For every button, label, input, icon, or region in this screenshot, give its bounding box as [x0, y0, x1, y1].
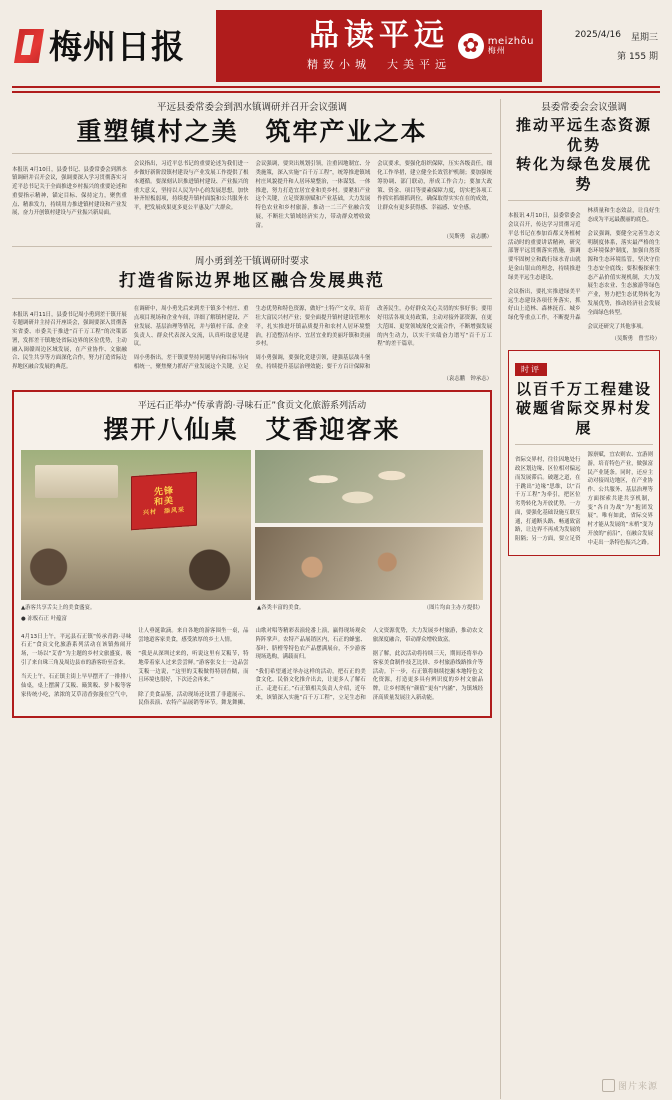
feature-para-5: “我们希望通过举办这样的活动，把石正的美食文化、民俗文化推介出去，让更多人了解石正、走进石正。”石正镇相关负责人介绍，近年来，该镇深入实施“百千万工程”，立足生态和人文资源优势，大力发展乡村旅游，推动农文旅深度融合，带动群众增收致富。 [255, 628, 483, 701]
photo-art [255, 450, 483, 523]
masthead-rule [12, 91, 660, 93]
commentary-para: 省际交界村，往往因地处行政区划边缘、区位相对偏远而发展滞后。破题之道，在于跳出“边缘”思维，以“百千万工程”为牵引，把区位劣势转化为开放优势。一方面，要强化基础设施互联互通，打通断头路、畅通致富路，让边界不再成为发展的阻隔；另一方面，要立足资源禀赋，宜农则农、宜游则游，培育特色产业，做强富民产业链条。同时，还应主动对接周边地区，在产业协作、公共服务、基层治理等方面探索共建共享机制，变“各自为战”为“抱团发展”。唯有如此，省际交界村才能从发展的“末梢”变为开放的“前沿”，在融合发展中走出一条特色振兴之路。 [515, 452, 653, 546]
second-para-2: 在调研中，周小勇先后来到差干镇多个村庄、重点项目现场和企业车间，详细了解镇村建设、产业发展、基层治理等情况，并与镇村干部、企业负责人、群众代表深入交流，认真听取意见建议。 [133, 306, 249, 348]
watermark-text: 图片来源 [617, 1082, 658, 1092]
masthead-logo-area [12, 10, 210, 82]
divider [12, 153, 492, 154]
second-signature: （袁志鹏 钟承志） [443, 375, 492, 382]
feature-body [21, 627, 483, 708]
feature-captions [21, 600, 483, 611]
side-para-4: 会议还研究了其他事项。 [587, 323, 647, 330]
masthead [12, 10, 660, 88]
issue-date: 2025/4/16 [574, 30, 621, 40]
article-side-top [508, 99, 660, 342]
photo-banner [131, 472, 197, 531]
side-para-3: 会议强调，要健全完善生态文明制度体系，落实最严格的生态环境保护制度，加强自然资源和生态环境监管，坚决守住生态安全底线；要积极探索生态产品价值实现机制，大力发展生态农业、生态旅游等绿色产业，努力把生态优势转化为发展优势，推动经济社会发展全面绿色转型。 [587, 230, 660, 316]
feature-para-1: 4月13日上午，平远县石正镇“传承青韵·寻味石正”食贡文化旅游系列活动在该镇热闹开场，一场以“艾香”为主题的乡村文旅盛宴，吸引了来自珠三角及周边县市的游客纷至沓来。 [21, 633, 132, 666]
feature-para-6: 据了解，此次活动将持续三天，期间还将举办客家美食制作技艺比拼、乡村旅游线路推介等活动。下一步，石正镇将继续挖掘本地特色文化资源，打造更多具有辨识度的乡村文旅品牌，让乡村既有“颜值”更有“内涵”，为镇域经济高质量发展注入新动能。 [372, 651, 483, 701]
caption-byline: ● 冻板石正 叶蕴富 [21, 616, 67, 623]
side-para-2: 会议指出，要扎实推进绿美平远生态建设各项任务落实，抓好山上造林、森林抚育、城乡绿化等重点工作，不断提升森林质量和生态效益，让良好生态成为平远最靓丽的底色。 [508, 208, 660, 322]
caption-left: ▲游客共享舌尖上的美食盛宴。 [21, 605, 96, 612]
second-body [12, 305, 492, 372]
section-title: 品读平远 [309, 18, 449, 54]
paper-logo [14, 26, 185, 66]
banner-line-1: 先锋 [154, 486, 175, 498]
photo-tent [35, 465, 118, 498]
lead-kicker: 平远县委常委会到泗水镇调研并召开会议强调 [156, 102, 347, 113]
watermark-icon [602, 1079, 615, 1092]
commentary-headline-1: 以百千万工程建设 [515, 379, 652, 398]
commentary-tag: 时评 [515, 363, 547, 376]
lead-para-2: 会议指出，习近平总书记的重要论述为我们进一步做好新阶段镇村建设与产业发展工作提供了根本遵循。要深刻认识推进镇村建设、产业振兴的重大意义，坚持以人民为中心的发展思想，加快补齐短板弱项，持续提升镇村面貌和公共服务水平，把发展成果更多更公平惠及广大群众。 [133, 161, 249, 211]
second-para-4: 周小勇强调，要强化党建引领，建强基层战斗堡垒，持续提升基层治理效能；要千方百计保障和改善民生，办好群众关心关切的实事好事；要用好用活各项支持政策，主动对接外部资源，在更大范围、更宽领域深化交流合作，不断增强发展的内生动力，以实干实绩奋力谱写“百千万工程”的差干篇章。 [255, 306, 492, 371]
flower-icon [458, 33, 484, 59]
side-para-1: 本报讯 4月10日，县委常委会会议召开，传达学习贯彻习近平总书记在参加首都义务植树活动时的重要讲话精神，研究部署平远贯彻落实措施，强调要牢固树立和践行绿水青山就是金山银山的理念，持续推进绿美平远生态建设。 [508, 213, 581, 281]
divider [12, 298, 492, 299]
feature-photo-people [255, 527, 483, 600]
feature-headline: 摆开八仙桌 艾香迎客来 [103, 414, 401, 444]
divider [508, 200, 660, 201]
section-banner [216, 10, 542, 82]
banner-line-3: 兴村 添风采 [143, 506, 186, 517]
lead-para-3: 会议强调，要突出规划引领，注重因地制宜、分类施策，深入实施“百千万工程”，统筹推进镇域村庄风貌提升和人居环境整治，一体谋划、一体推进，努力打造宜居宜业和美乡村。要紧扣产业这个关键，立足资源禀赋和产业基础，大力发展特色农业和乡村旅游，推动一二三产业融合发展，不断壮大镇域经济实力，带动群众增收致富。 [255, 161, 371, 229]
second-para-3: 周小勇指出，差干镇要坚持问题导向和目标导向相统一，聚焦聚力抓好产业发展这个关键，立足生态优势和特色资源，做好“土特产”文章，培育壮大富民兴村产业；要全面提升镇村建设管理水平，扎实推进圩镇品质提升和农村人居环境整治，打造整洁有序、宜居宜业的美丽圩镇和美丽乡村。 [133, 306, 371, 371]
banner-line-2: 和美 [154, 496, 175, 509]
photo-art [21, 450, 251, 600]
feature-para-2: 当天上午，石正镇主街上早早摆开了一排排八仙桌，桌上摆满了艾粄、簸箕粄、萝卜粄等客家传统小吃，浓浓的艾草清香弥漫在空气中，让人垂涎欲滴。来自各地的游客围坐一桌，品尝地道客家美食，感受浓厚的乡土人情。 [21, 628, 249, 698]
feature-photo-main [21, 450, 251, 600]
city-badge-cn: 梅州 [487, 46, 506, 56]
commentary-body [515, 451, 653, 548]
masthead-meta [548, 10, 660, 82]
article-lead [12, 99, 492, 240]
caption-right: （图片均由主办方提供） [423, 605, 483, 612]
side-signature: （吴斯勇 曾雪玲） [611, 335, 660, 342]
watermark [602, 1079, 658, 1092]
article-commentary [508, 350, 660, 557]
side-column [500, 99, 660, 1099]
city-badge-en: meizhōu [487, 36, 534, 48]
paper-logo-icon [14, 29, 44, 63]
caption-mid: ▲各类丰富的美食。 [257, 605, 305, 612]
issue-weekday: 星期三 [630, 33, 658, 43]
feature-photo-grid [21, 450, 483, 600]
side-headline-2: 转化为绿色发展优势 [515, 155, 652, 193]
article-feature [12, 390, 492, 718]
feature-kicker: 平远石正举办“传承青韵·寻味石正”食贡文化旅游系列活动 [137, 400, 367, 411]
feature-photo-food [255, 450, 483, 523]
section-subtitle: 精致小城 大美平远 [307, 57, 451, 71]
paper-name: 梅州日报 [49, 26, 185, 66]
second-para-1: 本报讯 4月11日，县委书记周小勇到差干镇开展专题调研并主持召开座谈会，强调要深入贯彻落实省委、市委关于推进“百千万工程”的决策部署，发挥差干镇地处省际边界的区位优势，主动融入闽赣周边区域发展，在产业协作、文旅融合、民生共享等方面深化合作，努力打造省际边界地区融合发展的典范。 [12, 311, 127, 371]
city-badge [458, 33, 534, 59]
feature-para-4: 除了美食品鉴，活动现场还设置了非遗展示、民俗表演、农特产品展销等环节。舞龙舞狮、山歌对唱等精彩表演轮番上演，赢得现场观众阵阵掌声。农特产品展销区内，石正的蜂蜜、茶叶、脐橙等特色农产品摆满展台，不少游客现场选购，满载而归。 [138, 628, 366, 707]
issue-number: 第 155 期 [617, 52, 658, 62]
lead-headline: 重塑镇村之美 筑牢产业之本 [76, 117, 428, 146]
lead-signature: （吴斯勇 袁志鹏） [443, 234, 492, 241]
lead-para-4: 会议要求，要强化组织保障，压实各级责任，细化工作举措，建立健全长效管护机制；要加强统筹协调、部门联动，形成工作合力；要加大政策、资金、项目等要素保障力度，切实把各项工作抓实抓细抓到位，确保取得实实在在的成效，让群众有更多获得感、幸福感、安全感。 [377, 161, 492, 211]
second-headline: 打造省际边界地区融合发展典范 [119, 271, 385, 292]
lead-para-1: 本报讯 4月10日，县委书记、县委常委会到泗水镇调研并召开会议，强调要深入学习贯彻落实习近平总书记关于全面推进乡村振兴的重要论述和重要指示精神，锚定目标、保持定力，聚焦重点、精准发力，持续用力推进镇村建设和产业发展，奋力开创镇村建设与产业振兴新局面。 [12, 166, 127, 217]
article-second [12, 253, 492, 382]
main-column [12, 99, 492, 1099]
page-body [12, 99, 660, 1099]
commentary-headline-2: 破题省际交界村发展 [515, 399, 652, 437]
side-body [508, 207, 660, 332]
divider [12, 246, 492, 247]
feature-photo-stack [255, 450, 483, 600]
lead-body [12, 160, 492, 230]
feature-para-3: “我是从深圳过来的，听说这里有艾粄节，特地带着家人过来尝尝鲜。”游客张女士一边品尝艾粄一边说，“这里的艾粄做得特别香糯，而且环境也很好，下次还会再来。” [138, 651, 249, 684]
side-headline-1: 推动平远生态资源优势 [515, 116, 652, 154]
second-kicker: 周小勇到差干镇调研时要求 [194, 256, 309, 268]
side-kicker: 县委常委会会议强调 [541, 102, 627, 113]
divider [515, 444, 653, 445]
photo-art [255, 527, 483, 600]
